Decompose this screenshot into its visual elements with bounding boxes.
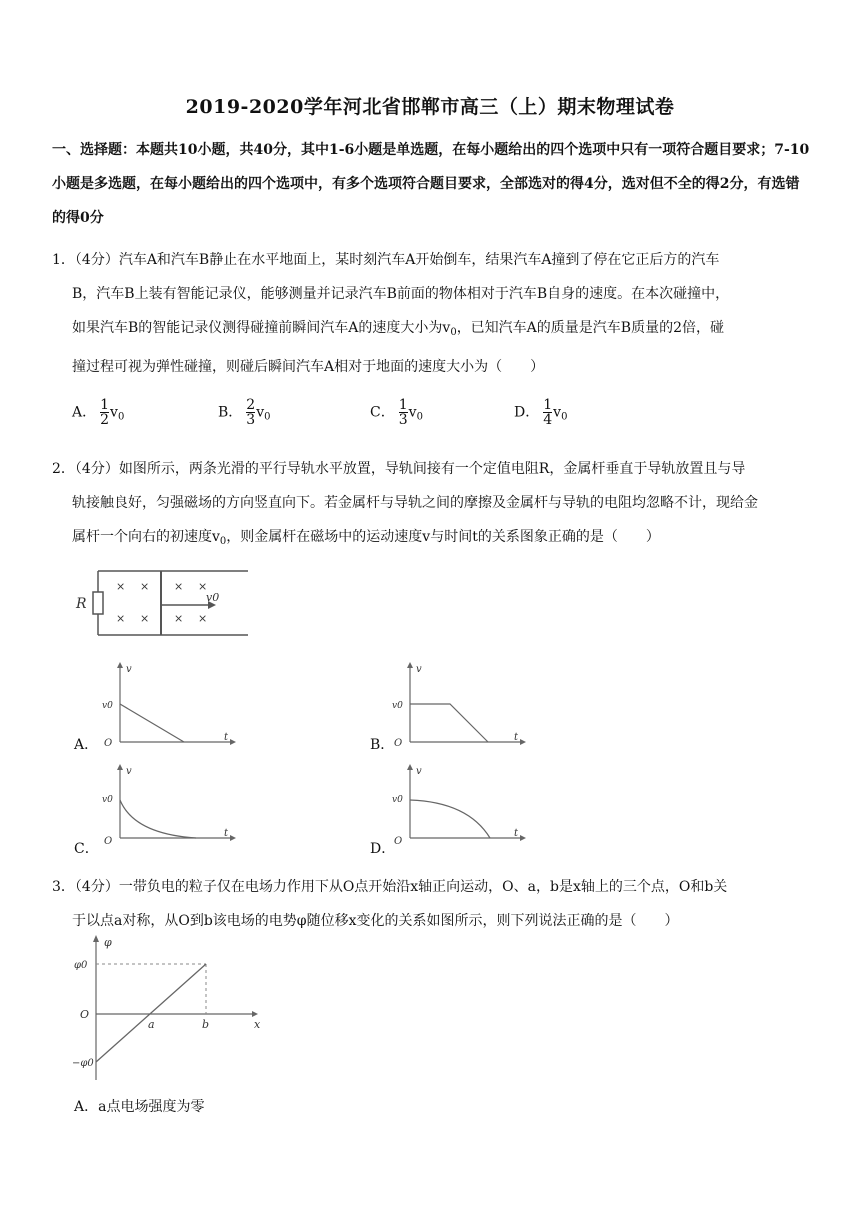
question-2 (52, 452, 822, 559)
q2-rail-figure (70, 568, 250, 640)
svg-text:v0: v0 (392, 795, 403, 805)
q3-line2: 于以点a对称，从O到b该电场的电势φ随位移x变化的关系如图所示，则下列说法正确的是（ ） (72, 913, 679, 929)
q2-option-d-label[interactable]: D． (370, 841, 396, 857)
svg-text:×: × (174, 580, 184, 593)
svg-text:×: × (116, 580, 126, 593)
svg-text:×: × (140, 580, 150, 593)
section-instructions: 一、选择题：本题共10小题，共40分，其中1-6小题是单选题，在每小题给出的四个选项中只有一项符合题目要求；7-10小题是多选题，在每小题给出的四个选项中，有多个选项符合题目要求，全部选对的得4分，选对但不全的得2分，有选错的得0分 (52, 142, 810, 226)
svg-text:O: O (394, 836, 403, 847)
q2-line1: 2．（4分）如图所示，两条光滑的平行导轨水平放置，导轨间接有一个定值电阻R，金属杆垂直于导轨放置且与导 (52, 461, 746, 477)
q1-option-c[interactable]: C． $\frac{1}{3}$ $v_0$ (370, 397, 423, 428)
svg-text:O: O (104, 738, 113, 749)
q2-graph-d[interactable] (390, 762, 530, 852)
svg-text:−φ0: −φ0 (72, 1058, 94, 1069)
q1-option-b[interactable]: B． $\frac{2}{3}$ $v_0$ (218, 397, 271, 428)
svg-text:t: t (224, 732, 229, 743)
svg-text:v: v (416, 664, 422, 675)
q1-line1: 1．（4分）汽车A和汽车B静止在水平地面上，某时刻汽车A开始倒车，结果汽车A撞到了停在它正后方的汽车 (52, 252, 720, 268)
q1-line4: 撞过程可视为弹性碰撞，则碰后瞬间汽车A相对于地面的速度大小为（ ） (72, 359, 545, 375)
svg-text:t: t (514, 732, 519, 743)
q2-option-a-label[interactable]: A． (74, 737, 99, 753)
q1-line3: 如果汽车B的智能记录仪测得碰撞前瞬间汽车A的速度大小为$v_0$，已知汽车A的质量是汽车B质量的2倍，碰 (72, 320, 724, 338)
svg-text:v: v (126, 664, 132, 675)
svg-text:x: x (254, 1018, 261, 1031)
svg-text:b: b (202, 1018, 210, 1031)
q2-graph-c[interactable] (100, 762, 240, 852)
svg-text:v0: v0 (102, 701, 113, 711)
question-1 (52, 243, 822, 384)
q2-graph-b[interactable] (390, 660, 530, 750)
q3-potential-graph (72, 932, 272, 1084)
q2-line2: 轨接触良好，匀强磁场的方向竖直向下。若金属杆与导轨之间的摩擦及金属杆与导轨的电阻均忽略不计，现给金 (72, 495, 758, 511)
q3-line1: 3．（4分）一带负电的粒子仅在电场力作用下从O点开始沿x轴正向运动，O、a，b是x轴上的三个点，O和b关 (52, 879, 728, 895)
page-title: 2019-2020学年河北省邯郸市高三（上）期末物理试卷 (185, 96, 675, 118)
svg-text:t: t (224, 828, 229, 839)
q2-option-b-label[interactable]: B． (370, 737, 395, 753)
svg-text:×: × (140, 612, 150, 625)
svg-text:v: v (126, 766, 132, 777)
q1-option-a[interactable]: A． $\frac{1}{2}$ $v_0$ (72, 397, 125, 428)
svg-text:v0: v0 (392, 701, 403, 711)
svg-text:×: × (174, 612, 184, 625)
q2-option-c-label[interactable]: C． (74, 841, 99, 857)
svg-text:O: O (80, 1008, 90, 1021)
svg-text:×: × (198, 612, 208, 625)
velocity-label: v0 (206, 591, 220, 604)
question-3 (52, 870, 822, 938)
svg-text:a: a (148, 1018, 155, 1031)
q2-graph-a[interactable] (100, 660, 240, 750)
svg-text:×: × (198, 580, 208, 593)
q1-line2: B，汽车B上装有智能记录仪，能够测量并记录汽车B前面的物体相对于汽车B自身的速度。在本次碰撞中， (72, 286, 730, 302)
resistor-label: R (76, 596, 87, 612)
svg-text:t: t (514, 828, 519, 839)
svg-text:φ: φ (104, 936, 112, 949)
svg-text:×: × (116, 612, 126, 625)
svg-text:O: O (104, 836, 113, 847)
q1-option-d[interactable]: D． $\frac{1}{4}$ $v_0$ (514, 397, 568, 428)
svg-text:φ0: φ0 (74, 960, 88, 971)
q3-option-a[interactable]: A．a点电场强度为零 (74, 1099, 205, 1115)
svg-text:v0: v0 (102, 795, 113, 805)
svg-text:O: O (394, 738, 403, 749)
q2-line3: 属杆一个向右的初速度$v_0$，则金属杆在磁场中的运动速度v与时间t的关系图象正确的是（ ） (72, 529, 660, 547)
svg-text:v: v (416, 766, 422, 777)
